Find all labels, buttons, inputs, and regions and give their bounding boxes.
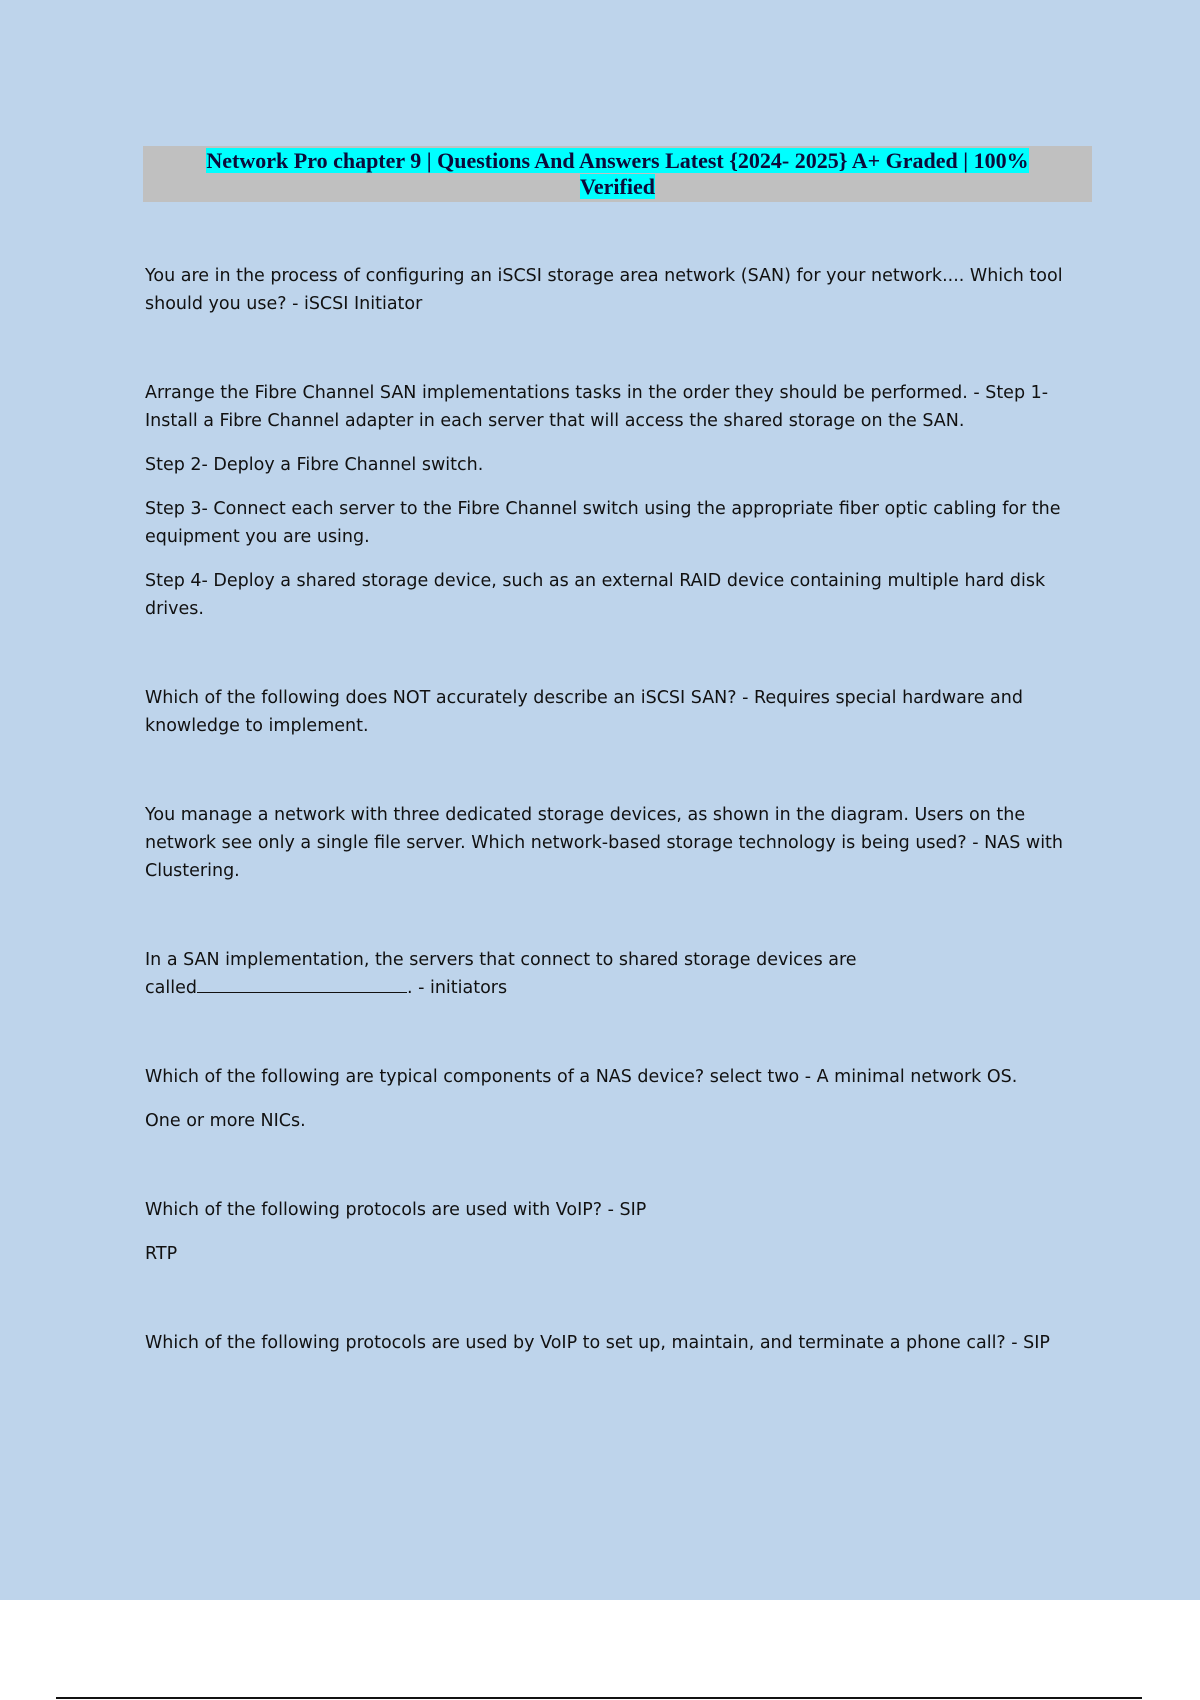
question-4: You manage a network with three dedicated storage devices, as shown in the diagram. Users on the network see only a single file server. Which network-based storage technology is being used? - NAS with Clustering. — [145, 805, 1064, 881]
footer-divider — [56, 1697, 1142, 1699]
question-8: Which of the following protocols are used by VoIP to set up, maintain, and terminate a phone call? - SIP — [145, 1333, 1050, 1353]
question-6-answer-2: One or more NICs. — [145, 1111, 306, 1131]
question-7-answer-2: RTP — [145, 1244, 178, 1264]
question-5-line-1: In a SAN implementation, the servers that connect to shared storage devices are — [145, 950, 857, 970]
question-3: Which of the following does NOT accurately describe an iSCSI SAN? - Requires special hardware and knowledge to implement. — [145, 688, 1023, 736]
title-line-1: Network Pro chapter 9 | Questions And Answers Latest {2024- 2025} A+ Graded | 100% — [206, 148, 1029, 173]
question-5-answer: . - initiators — [406, 978, 508, 998]
question-5 — [145, 946, 1095, 1002]
question-2: Arrange the Fibre Channel SAN implementations tasks in the order they should be performed. - Step 1- Install a Fibre Channel adapter in each server that will access the shared storage on the SAN. — [145, 383, 1049, 431]
question-6: Which of the following are typical components of a NAS device? select two - A minimal network OS. — [145, 1067, 1018, 1087]
fill-in-blank — [197, 976, 407, 993]
question-2-step-4: Step 4- Deploy a shared storage device, such as an external RAID device containing multiple hard disk drives. — [145, 571, 1046, 619]
question-1: You are in the process of configuring an iSCSI storage area network (SAN) for your network.... Which tool should you use? - iSCSI Initiator — [145, 266, 1063, 314]
qa-content — [145, 262, 1095, 1357]
question-2-step-3: Step 3- Connect each server to the Fibre Channel switch using the appropriate fiber optic cabling for the equipment you are using. — [145, 499, 1061, 547]
question-7: Which of the following protocols are used with VoIP? - SIP — [145, 1200, 647, 1220]
document-title — [143, 146, 1092, 202]
question-5-called: called — [145, 978, 197, 998]
title-line-2: Verified — [580, 174, 655, 199]
question-2-step-2: Step 2- Deploy a Fibre Channel switch. — [145, 455, 484, 475]
